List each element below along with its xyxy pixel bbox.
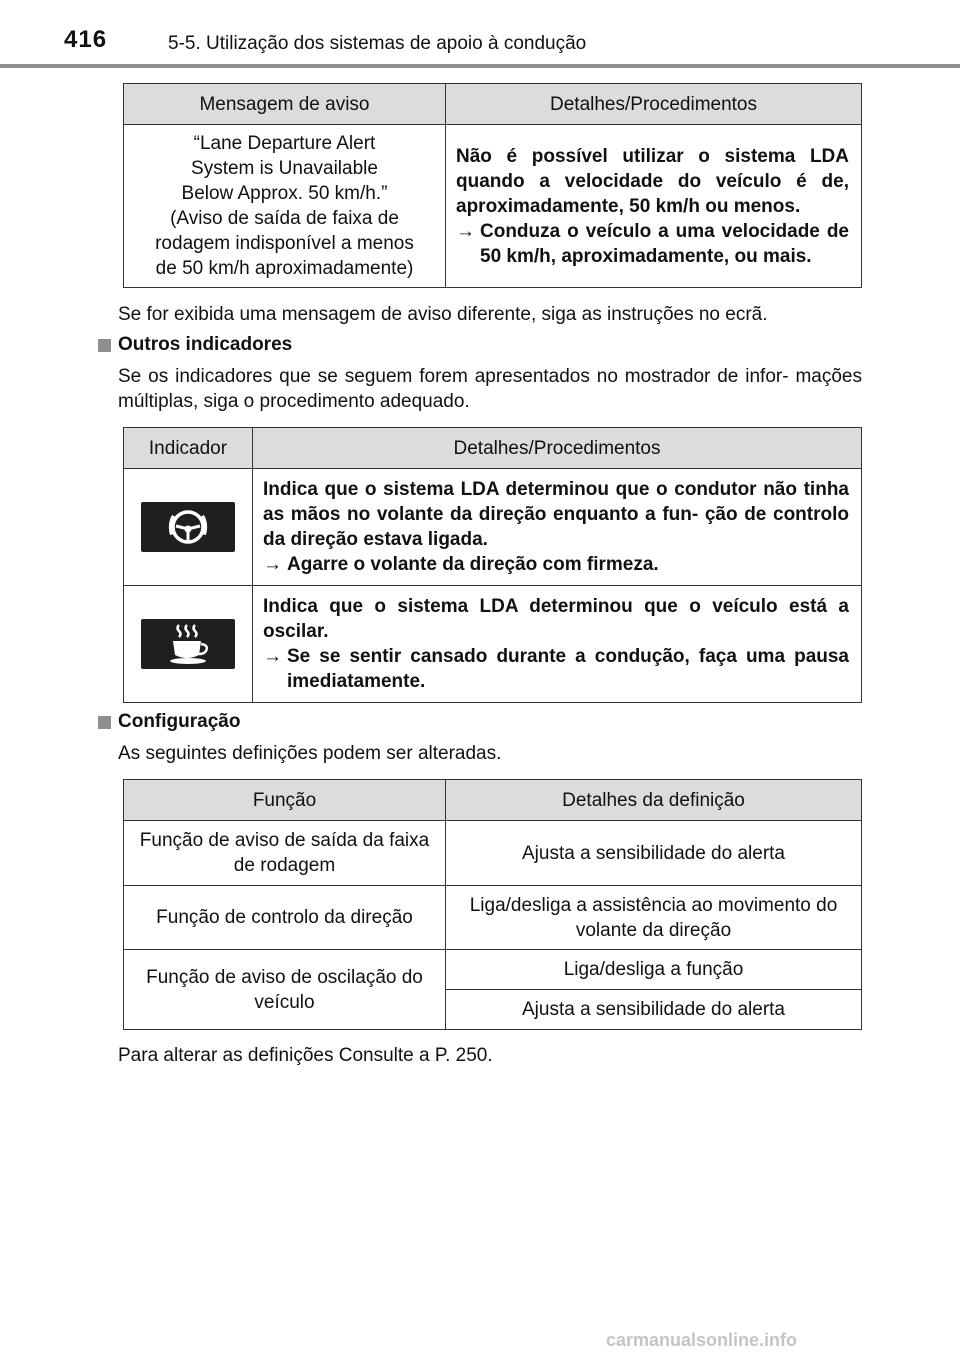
- settings-table: [123, 779, 862, 1030]
- setting-detail-cell: Ajusta a sensibilidade do alerta: [446, 990, 862, 1030]
- action-line: [263, 644, 849, 694]
- indicator-detail-cell: [253, 469, 862, 586]
- action-line: [456, 219, 849, 269]
- table1-header-details: Detalhes/Procedimentos: [446, 84, 862, 125]
- indicator-cell: [124, 586, 253, 703]
- detail-text: Não é possível utilizar o sistema LDA quando a velocidade do veículo é de, aproximadamente, 50 km/h ou menos.: [456, 145, 849, 217]
- config-paragraph: As seguintes definições podem ser alteradas.: [118, 743, 502, 764]
- table1-detail-cell: [446, 125, 862, 288]
- coffee-cup-icon: [141, 619, 235, 669]
- watermark: carmanualsonline.info: [606, 1330, 798, 1350]
- function-cell: Função de aviso de saída da faixa de rodagem: [124, 821, 446, 886]
- config-subheading: [98, 711, 240, 733]
- section-title: 5-5. Utilização dos sistemas de apoio à condução: [168, 33, 587, 54]
- setting-detail-cell: Liga/desliga a função: [446, 950, 862, 990]
- arrow-icon: →: [263, 554, 282, 575]
- action-text: Conduza o veículo a uma velocidade de 50 km/h, aproximadamente, ou mais.: [480, 220, 849, 267]
- detail-text: Indica que o sistema LDA determinou que o condutor não tinha as mãos no volante da direção enquanto a fun- ção de controlo da direção estava ligada.: [263, 479, 849, 550]
- table3-header-function: Função: [124, 780, 446, 821]
- page-header: [0, 0, 960, 70]
- message-line: “Lane Departure Alert: [193, 133, 376, 154]
- message-line: de 50 km/h aproximadamente): [155, 258, 414, 279]
- subheading-text: Outros indicadores: [118, 334, 293, 355]
- action-text: Agarre o volante da direção com firmeza.: [287, 554, 659, 575]
- other-message-paragraph: Se for exibida uma mensagem de aviso diferente, siga as instruções no ecrã.: [118, 304, 768, 325]
- indicator-table: [123, 427, 862, 703]
- function-cell: Função de aviso de oscilação do veículo: [124, 950, 446, 1030]
- table1-header-message: Mensagem de aviso: [124, 84, 446, 125]
- action-text: Se se sentir cansado durante a condução, faça uma pausa imediatamente.: [287, 646, 849, 692]
- action-line: [263, 552, 849, 577]
- change-settings-paragraph: Para alterar as definições Consulte a P. 250.: [118, 1045, 493, 1066]
- table2-header-indicator: Indicador: [124, 428, 253, 469]
- function-cell: Função de controlo da direção: [124, 886, 446, 950]
- table2-header-details: Detalhes/Procedimentos: [253, 428, 862, 469]
- table3-header-details: Detalhes da definição: [446, 780, 862, 821]
- indicator-detail-cell: [253, 586, 862, 703]
- subheading-text: Configuração: [118, 711, 241, 732]
- message-line: System is Unavailable: [191, 158, 378, 179]
- page-number: 416: [64, 26, 108, 53]
- hands-on-wheel-icon: [141, 502, 235, 552]
- message-line: Below Approx. 50 km/h.”: [181, 183, 388, 204]
- message-line: (Aviso de saída de faixa de: [170, 208, 399, 229]
- indicators-subheading: [98, 334, 292, 356]
- square-bullet-icon: [98, 339, 111, 352]
- detail-text: Indica que o sistema LDA determinou que o veículo está a oscilar.: [263, 596, 849, 642]
- header-rule: [0, 64, 960, 68]
- table1-message-cell: [124, 125, 446, 288]
- indicator-cell: [124, 469, 253, 586]
- square-bullet-icon: [98, 716, 111, 729]
- indicators-paragraph: Se os indicadores que se seguem forem apresentados no mostrador de infor- mações múltiplas, siga o procedimento adequado.: [118, 366, 862, 412]
- setting-detail-cell: Ajusta a sensibilidade do alerta: [446, 821, 862, 886]
- warning-message-table: [123, 83, 862, 288]
- arrow-icon: →: [263, 646, 282, 667]
- message-line: rodagem indisponível a menos: [155, 233, 414, 254]
- setting-detail-cell: Liga/desliga a assistência ao movimento do volante da direção: [446, 886, 862, 950]
- arrow-icon: →: [456, 220, 475, 242]
